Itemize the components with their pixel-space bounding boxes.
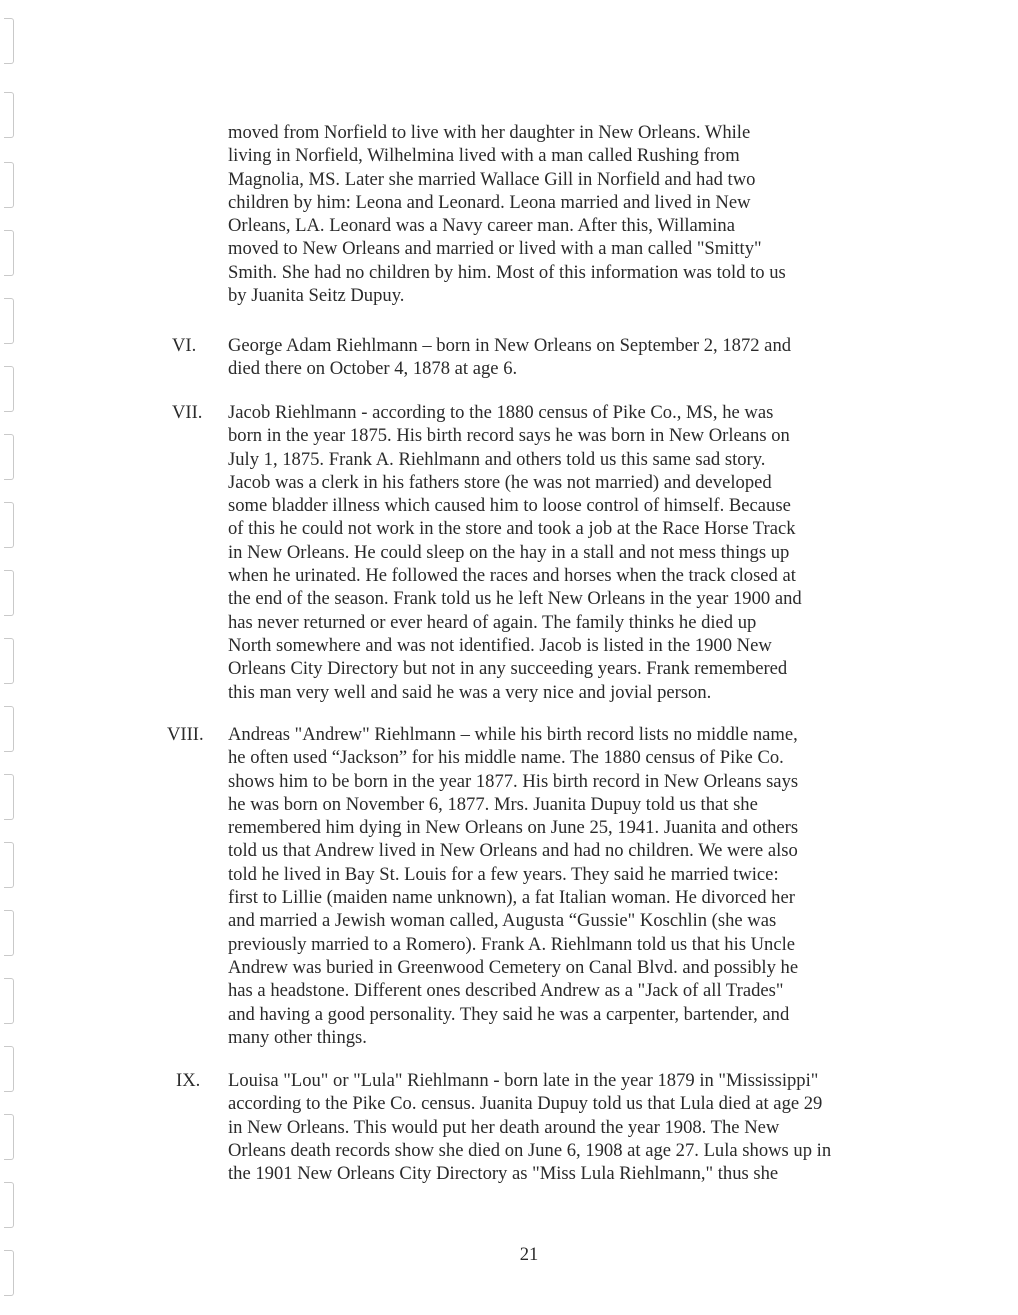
binder-hole [4,774,14,820]
binder-hole [4,1114,14,1160]
text-line: born in the year 1875. His birth record says he was born in New Orleans on [228,425,790,447]
text-line: some bladder illness which caused him to loose control of himself. Because [228,495,791,517]
text-line: Louisa "Lou" or "Lula" Riehlmann - born late in the year 1879 in "Mississippi" [228,1070,819,1091]
entry-numeral: VIII. [167,724,204,745]
text-line: Jacob Riehlmann - according to the 1880 census of Pike Co., MS, he was [228,402,774,423]
text-line: children by him: Leona and Leonard. Leona married and lived in New [228,191,751,213]
text-line: Magnolia, MS. Later she married Wallace Gill in Norfield and had two [228,168,756,190]
text-line: George Adam Riehlmann – born in New Orleans on September 2, 1872 and [228,335,792,356]
entry-paragraph [228,401,898,704]
text-line: in New Orleans. He could sleep on the hay in a stall and not mess things up [228,541,790,563]
text-line: Andreas "Andrew" Riehlmann – while his birth record lists no middle name, [228,724,798,745]
text-line: moved from Norfield to live with her daughter in New Orleans. While [228,122,751,143]
text-line: July 1, 1875. Frank A. Riehlmann and others told us this same sad story. [228,448,766,470]
text-line: North somewhere and was not identified. Jacob is listed in the 1900 New [228,634,772,656]
entry-numeral: IX. [176,1070,201,1091]
binder-hole [4,162,14,208]
binder-hole [4,978,14,1024]
entry-paragraph [228,1069,898,1185]
text-line: Smith. She had no children by him. Most of this information was told to us [228,261,786,283]
text-line: Andrew was buried in Greenwood Cemetery on Canal Blvd. and possibly he [228,956,799,978]
text-line: first to Lillie (maiden name unknown), a fat Italian woman. He divorced her [228,887,795,909]
text-line: previously married to a Romero). Frank A. Riehlmann told us that his Uncle [228,933,796,955]
text-line: when he urinated. He followed the races and horses when the track closed at [228,565,796,587]
text-line: many other things. [228,1026,367,1048]
text-line: he often used “Jackson” for his middle name. The 1880 census of Pike Co. [228,747,784,769]
binder-hole [4,502,14,548]
binder-hole [4,366,14,412]
binder-hole [4,1182,14,1228]
text-line: by Juanita Seitz Dupuy. [228,285,405,307]
binder-hole [4,910,14,956]
binder-hole [4,638,14,684]
binder-holes-strip [4,0,16,1315]
binder-hole [4,92,14,138]
text-line: Orleans, LA. Leonard was a Navy career man. After this, Willamina [228,215,735,237]
text-line: told us that Andrew lived in New Orleans and had no children. We were also [228,840,798,862]
binder-hole [4,230,14,276]
entry-paragraph [228,723,898,1049]
binder-hole [4,434,14,480]
text-line: this man very well and said he was a very nice and jovial person. [228,681,712,703]
text-line: the end of the season. Frank told us he left New Orleans in the year 1900 and [228,588,802,610]
entry-numeral: VI. [172,335,197,356]
binder-hole [4,18,14,64]
text-line: according to the Pike Co. census. Juanita Dupuy told us that Lula died at age 29 [228,1093,823,1115]
binder-hole [4,298,14,344]
text-line: remembered him dying in New Orleans on June 25, 1941. Juanita and others [228,817,799,839]
text-line: shows him to be born in the year 1877. His birth record in New Orleans says [228,770,799,792]
text-line: and married a Jewish woman called, Augusta “Gussie" Koschlin (she was [228,910,777,932]
text-line: he was born on November 6, 1877. Mrs. Juanita Dupuy told us that she [228,793,758,815]
binder-hole [4,570,14,616]
text-line: Jacob was a clerk in his fathers store (he was not married) and developed [228,471,772,493]
text-line: moved to New Orleans and married or lived with a man called "Smitty" [228,238,762,260]
text-line: and having a good personality. They said he was a carpenter, bartender, and [228,1003,790,1025]
binder-hole [4,842,14,888]
text-line: told he lived in Bay St. Louis for a few years. They said he married twice: [228,863,779,885]
binder-hole [4,706,14,752]
binder-hole [4,1046,14,1092]
text-line: died there on October 4, 1878 at age 6. [228,358,518,380]
text-line: in New Orleans. This would put her death around the year 1908. The New [228,1116,780,1138]
text-line: has never returned or ever heard of again. The family thinks he died up [228,611,757,633]
intro-paragraph [228,121,898,307]
text-line: the 1901 New Orleans City Directory as "Miss Lula Riehlmann," thus she [228,1163,779,1185]
text-line: has a headstone. Different ones described Andrew as a "Jack of all Trades" [228,980,784,1002]
text-line: Orleans death records show she died on June 6, 1908 at age 27. Lula shows up in [228,1139,832,1161]
text-line: Orleans City Directory but not in any succeeding years. Frank remembered [228,658,788,680]
text-line: living in Norfield, Wilhelmina lived with a man called Rushing from [228,145,740,167]
entry-paragraph [228,334,898,381]
page-number: 21 [519,1244,539,1265]
text-line: of this he could not work in the store and took a job at the Race Horse Track [228,518,796,540]
entry-numeral: VII. [172,402,203,423]
